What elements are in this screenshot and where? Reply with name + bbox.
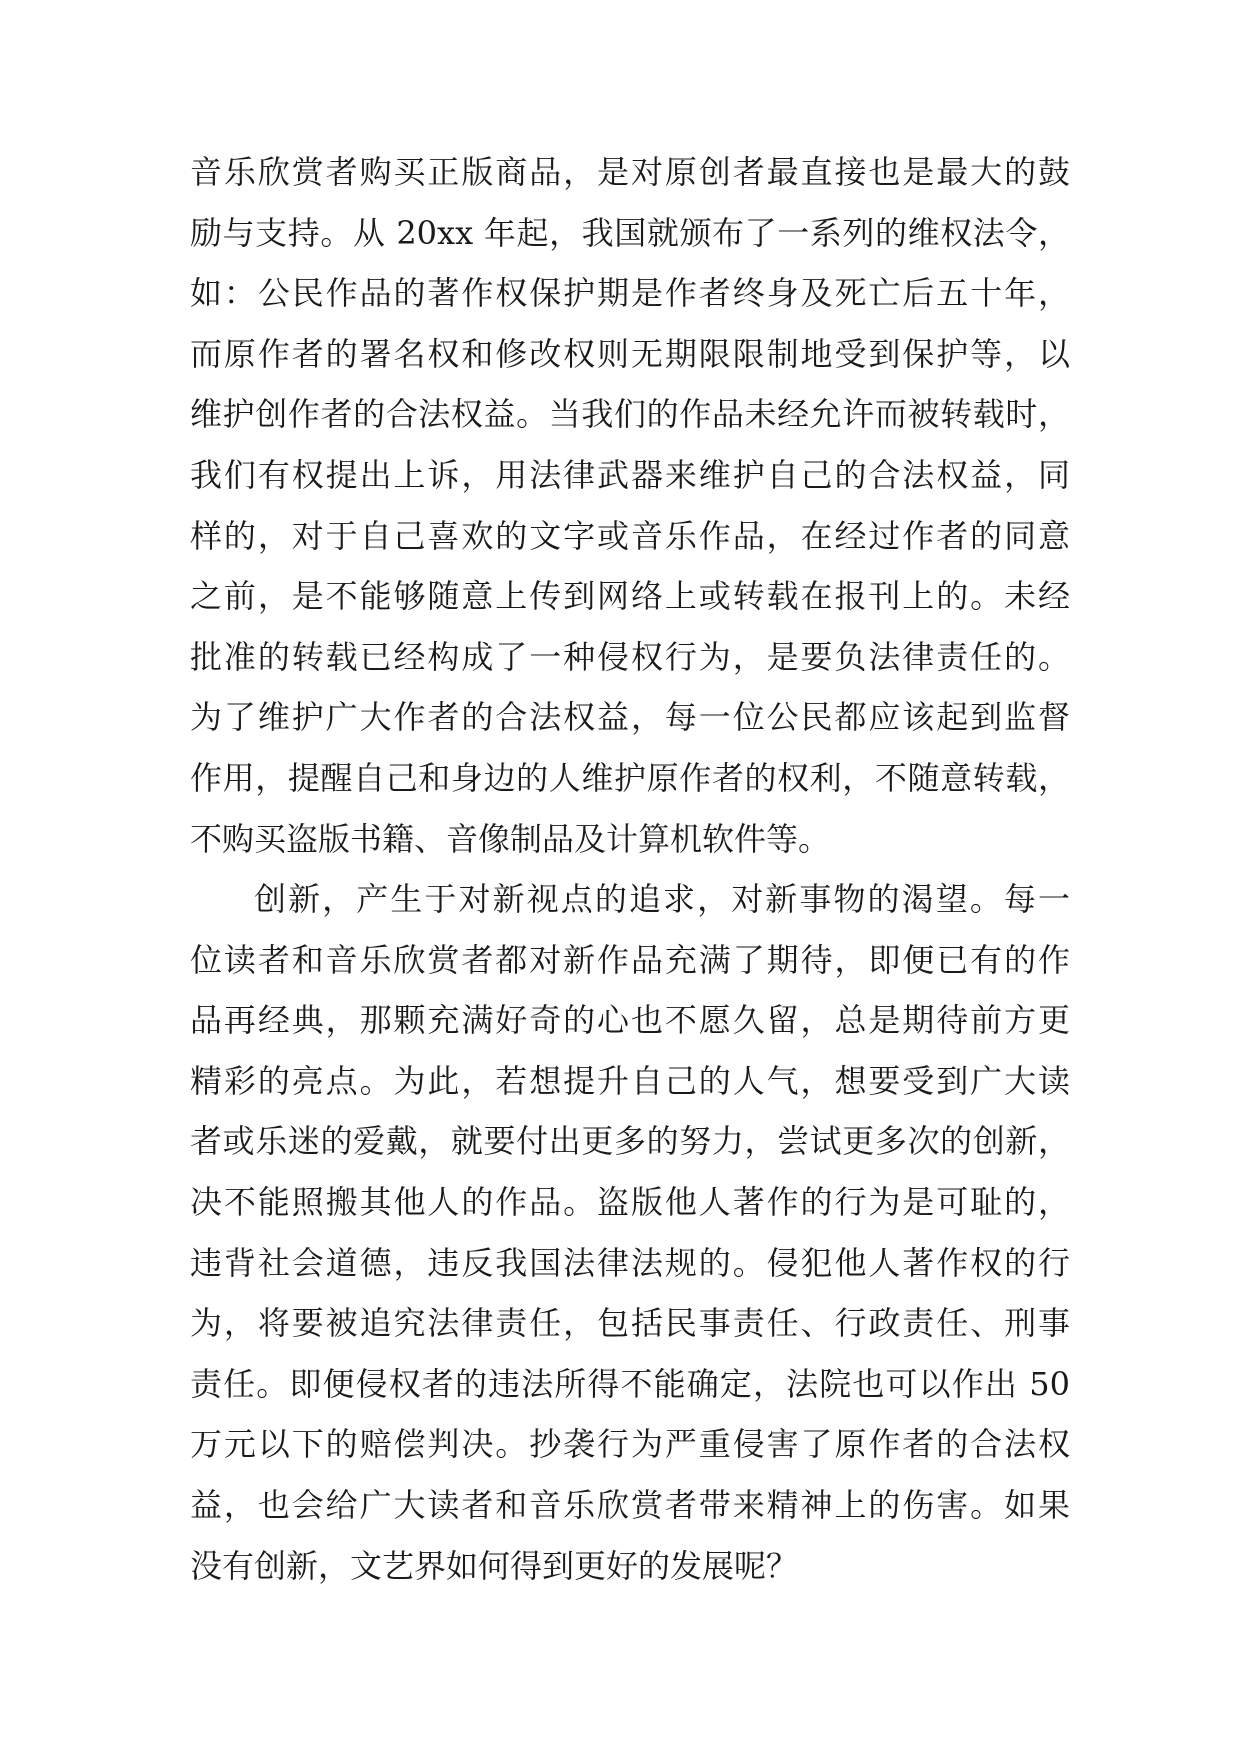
text-line: 如：公民作品的著作权保护期是作者终身及死亡后五十年，: [190, 274, 1070, 313]
text-line: 我们有权提出上诉，用法律武器来维护自己的合法权益，同: [190, 455, 1070, 494]
text-line: 位读者和音乐欣赏者都对新作品充满了期待，即便已有的作: [190, 940, 1070, 979]
text-line: 作用，提醒自己和身边的人维护原作者的权利，不随意转载，: [190, 758, 1070, 797]
text-line: 样的，对于自己喜欢的文字或音乐作品，在经过作者的同意: [190, 516, 1070, 555]
text-line: 音乐欣赏者购买正版商品，是对原创者最直接也是最大的鼓: [190, 153, 1070, 191]
text-line: 而原作者的署名权和修改权则无期限限制地受到保护等，以: [190, 334, 1070, 373]
text-line: 益，也会给广大读者和音乐欣赏者带来精神上的伤害。如果: [190, 1485, 1070, 1524]
paragraph-1: [190, 142, 1070, 869]
text-line: 违背社会道德，违反我国法律法规的。侵犯他人著作权的行: [190, 1243, 1070, 1282]
text-line: 为，将要被追究法律责任，包括民事责任、行政责任、刑事: [190, 1304, 1070, 1343]
text-line: 品再经典，那颗充满好奇的心也不愿久留，总是期待前方更: [190, 1001, 1070, 1040]
text-line: 批准的转载已经构成了一种侵权行为，是要负法律责任的。: [190, 637, 1070, 676]
paragraph-2: [190, 869, 1070, 1596]
text-line: 责任。即便侵权者的违法所得不能确定，法院也可以作出 50: [190, 1364, 1070, 1403]
text-line: 精彩的亮点。为此，若想提升自己的人气，想要受到广大读: [190, 1061, 1070, 1100]
text-line: 为了维护广大作者的合法权益，每一位公民都应该起到监督: [190, 698, 1070, 737]
text-line: 没有创新，文艺界如何得到更好的发展呢？: [190, 1546, 799, 1585]
text-line: 者或乐迷的爱戴，就要付出更多的努力，尝试更多次的创新，: [190, 1122, 1070, 1161]
text-line: 创新，产生于对新视点的追求，对新事物的渴望。每一: [254, 880, 1070, 918]
text-line: 不购买盗版书籍、音像制品及计算机软件等。: [190, 819, 831, 858]
text-line: 万元以下的赔偿判决。抄袭行为严重侵害了原作者的合法权: [190, 1425, 1070, 1464]
text-line: 之前，是不能够随意上传到网络上或转载在报刊上的。未经: [190, 577, 1070, 616]
text-line: 维护创作者的合法权益。当我们的作品未经允许而被转载时，: [190, 395, 1070, 434]
text-line: 决不能照搬其他人的作品。盗版他人著作的行为是可耻的，: [190, 1182, 1070, 1221]
text-line: 励与支持。从 20xx 年起，我国就颁布了一系列的维权法令，: [190, 213, 1070, 252]
